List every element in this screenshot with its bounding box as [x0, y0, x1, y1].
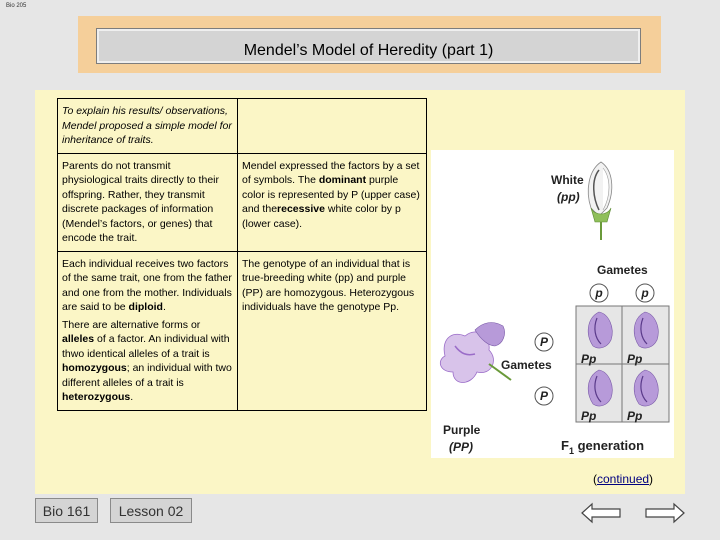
symbols-text: purple color is represented by P (upper case) and the [242, 174, 420, 215]
table-row [58, 251, 427, 410]
diploid-text: . [162, 301, 166, 313]
table-cell-alleles [58, 251, 238, 410]
f1-generation-label [561, 438, 644, 456]
white-flower-icon [588, 162, 612, 240]
symbols-text: Mendel expressed the factors by a set of symbols. The [242, 159, 420, 186]
alleles-text: of a factor. An individual with thwo identical alleles of a trait is [62, 333, 230, 360]
white-genotype: (pp) [557, 190, 580, 204]
content-table [57, 98, 427, 411]
course-text: Bio 161 [42, 502, 91, 519]
gamete-P-side-2: P [539, 389, 549, 403]
paren-open: ( [593, 472, 597, 486]
continued-link-wrapper [593, 472, 653, 486]
alleles-paragraph [62, 318, 232, 405]
table-cell-intro [58, 99, 238, 154]
cell-genotype-2: Pp [627, 352, 643, 366]
table-cell-parents [58, 153, 238, 251]
symbols-text: white color by p (lower case). [242, 203, 401, 230]
table-cell-genotype [238, 251, 427, 410]
course-label [35, 498, 98, 523]
white-label: White [551, 173, 584, 187]
term-recessive: recessive [277, 203, 325, 215]
term-diploid: diploid [128, 301, 163, 313]
arrow-left-icon[interactable] [582, 504, 620, 522]
alleles-text: There are alternative forms or [62, 318, 201, 331]
content-panel [35, 90, 685, 494]
lesson-text: Lesson 02 [118, 502, 184, 519]
punnett-square-figure [431, 150, 674, 458]
gamete-p-top-2: p [641, 286, 649, 300]
nav-arrows [580, 502, 686, 529]
purple-flower-icon [440, 323, 511, 383]
alleles-text: ; an individual with two different alleles of a trait is [62, 362, 232, 389]
intro-text: To explain his results/ observations, Mendel proposed a simple model for inheritance of traits. [62, 105, 232, 146]
f1-rest: generation [573, 438, 645, 453]
table-cell-empty [238, 99, 427, 154]
term-homozygous: homozygous [62, 362, 127, 374]
genotype-text: The genotype of an individual that is true-breeding white (pp) and purple (PP) are homozygous. Heterozygous individuals have the genotype Pp. [242, 257, 415, 313]
page-title: Mendel’s Model of Heredity (part 1) [243, 42, 494, 59]
cell-genotype-4: Pp [627, 409, 643, 423]
parents-text: Parents do not transmit physiological traits directly to their offspring. Rather, they transmit discrete packages of information (Mendel’s factors, or genes) that encode the trait. [62, 159, 219, 244]
purple-genotype: (PP) [449, 440, 473, 454]
gamete-P-side-1: P [539, 335, 549, 349]
term-heterozygous: heterozygous [62, 391, 131, 403]
continued-link[interactable]: continued [597, 472, 650, 486]
arrow-right-icon[interactable] [646, 504, 684, 522]
table-row [58, 153, 427, 251]
gamete-p-top-1: p [595, 286, 603, 300]
f1-label: F [561, 438, 569, 453]
gametes-top-label: Gametes [597, 263, 648, 277]
table-row [58, 99, 427, 154]
gametes-side-label: Gametes [501, 358, 552, 372]
diploid-paragraph [62, 257, 232, 315]
diploid-text: Each individual receives two factors of the same trait, one from the father and one from the mother. Individuals are said to be [62, 257, 232, 313]
table-cell-symbols [238, 153, 427, 251]
title-banner [78, 16, 661, 73]
paren-close: ) [649, 472, 654, 486]
alleles-text: . [130, 391, 134, 403]
term-dominant: dominant [318, 174, 367, 186]
purple-label: Purple [443, 423, 481, 437]
title-box [96, 28, 641, 64]
f1-subscript: 1 [568, 446, 574, 456]
lesson-label [110, 498, 192, 523]
slide-code: Bio 205 [6, 3, 27, 9]
cell-genotype-3: Pp [581, 409, 597, 423]
cell-genotype-1: Pp [581, 352, 597, 366]
term-alleles: alleles [62, 333, 95, 345]
